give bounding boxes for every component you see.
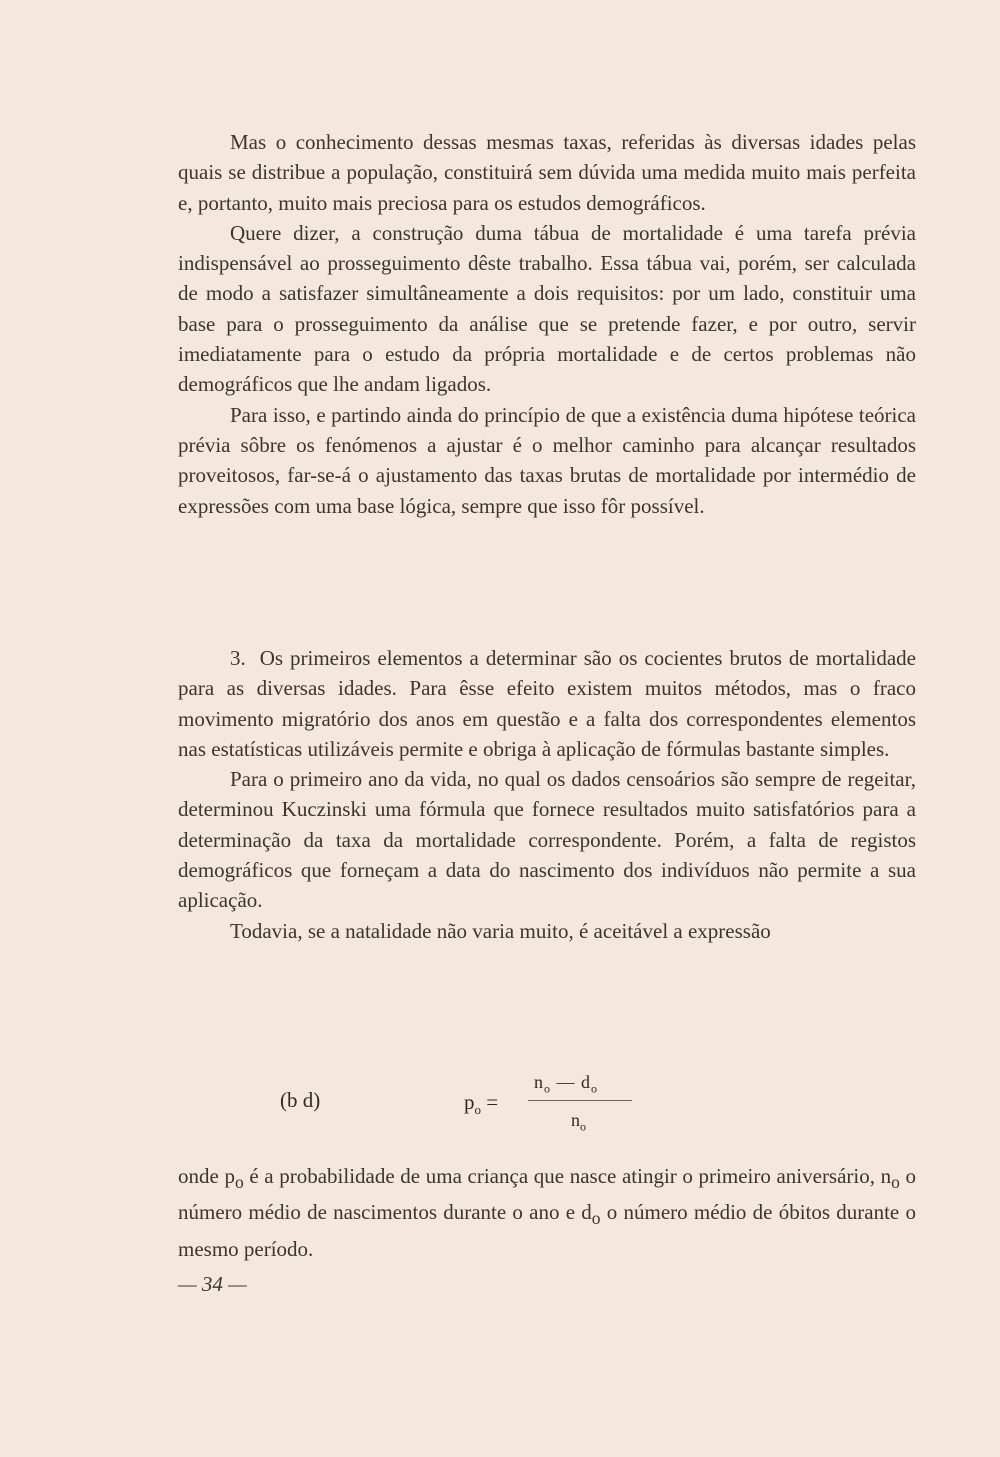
formula-bd [178,1066,916,1146]
paragraph-kuczinski: Para o primeiro ano da vida, no qual os dados censoários são sempre de regeitar, determinou Kuczinski uma fórmula que fornece resultados muito satisfatórios para a determinação da taxa da mortalidade correspondente. Porém, a falta de registos demográficos que forneçam a data do nascimento dos indivíduos não permite a sua aplicação. [178,767,916,913]
page-number: — 34 — [178,1272,247,1296]
formula-lhs: $p_o$ = [464,1090,499,1118]
formula-denominator: $n_o$ [571,1110,586,1134]
paragraph-todavia: Todavia, se a natalidade não varia muito, é aceitável a expressão [230,918,771,943]
section-3-text: Os primeiros elementos a determinar são os cocientes brutos de mortalidade para as diversas idades. Para êsse efeito existem muitos métodos, mas o fraco movimento migratório dos anos em questão e a falta dos correspondentes elementos nas estatísticas utilizáveis permite e obriga à aplicação de fórmulas bastante simples. [178,646,916,761]
section-number: 3. [230,646,246,670]
paragraph-onde: onde $p_o$ é a probabilidade de uma criança que nasce atingir o primeiro aniversário, $n_o$ o número médio de nascimentos durante o ano e $d_o$ o número médio de óbitos durante o mesmo período. [178,1164,917,1261]
text-block-section-3 [178,643,916,946]
text-block-bottom [178,1161,916,1264]
section-3-paragraph [178,643,916,764]
formula-label: (b d) [280,1088,321,1112]
text-block-top [178,127,916,521]
fraction-bar [528,1100,632,1101]
paragraph-1: Mas o conhecimento dessas mesmas taxas, referidas às diversas idades pelas quais se distribue a população, constituirá sem dúvida uma medida muito mais perfeita e, portanto, muito mais preciosa para os estudos demográficos. [178,130,916,215]
paragraph-2: Quere dizer, a construção duma tábua de mortalidade é uma tarefa prévia indispensável ao prosseguimento dêste trabalho. Essa tábua vai, porém, ser calculada de modo a satisfazer simultâneamente a dois requisitos: por um lado, constituir uma base para o prosseguimento da análise que se pretende fazer, e por outro, servir imediatamente para o estudo da própria mortalidade e de certos problemas não demográficos que lhe andam ligados. [178,220,916,397]
paragraph-3: Para isso, e partindo ainda do princípio de que a existência duma hipótese teórica prévia sôbre os fenómenos a ajustar é o melhor caminho para alcançar resultados proveitosos, far-se-á o ajustamento das taxas brutas de mortalidade por intermédio de expressões com uma base lógica, sempre que isso fôr possível. [178,402,916,518]
formula-numerator: $n_o$ — $d_o$ [534,1072,598,1096]
